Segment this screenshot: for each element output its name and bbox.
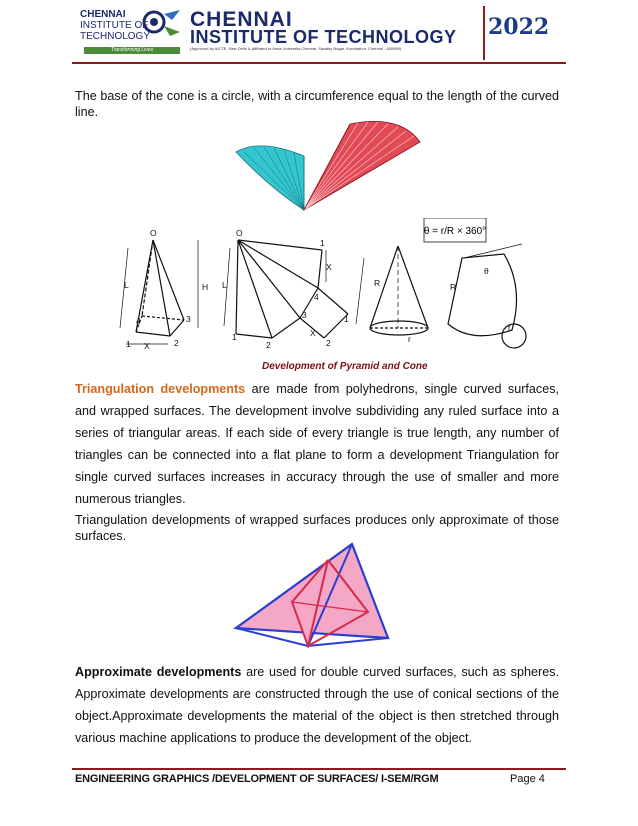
label-3-2: 3	[302, 310, 307, 320]
logo-tagline: Transforming Lives	[84, 47, 180, 54]
label-L-1: L	[124, 280, 129, 290]
label-r-1: r	[408, 334, 411, 344]
approximate-paragraph	[75, 661, 559, 749]
label-O-1: O	[150, 228, 157, 238]
figure-caption: Development of Pyramid and Cone	[262, 361, 428, 372]
logo-line-2: INSTITUTE OF	[80, 20, 149, 31]
triangulation-body: are made from polyhedrons, single curved surfaces, and wrapped surfaces. The development involve subdividing any ruled surface into a series of triangular areas. If each side of every triangle is true length, any number of triangles can be connected into a flat plane to form a development Triangulation for single curved surfaces increases in accuracy through the use of smaller and more numerous triangles.	[75, 382, 560, 506]
logo-line-1: CHENNAI	[80, 9, 126, 20]
pyramid-cone-development-figure	[112, 218, 542, 360]
approximate-body: are used for double curved surfaces, such as spheres. Approximate developments are constructed through the use of conical sections of the object.Approximate developments the material of the object is then stretched through various machine applications to produce the development of the object.	[75, 665, 559, 745]
label-2-4: 2	[326, 338, 331, 348]
label-r-2: r	[508, 322, 511, 332]
label-O-2: O	[236, 228, 243, 238]
label-R-1: R	[374, 278, 381, 288]
label-2-1: 2	[174, 338, 179, 348]
label-X-1: X	[144, 341, 150, 351]
wrapped-surfaces-paragraph: Triangulation developments of wrapped surfaces produces only approximate of those surfaces.	[75, 513, 559, 543]
footer-course-info: ENGINEERING GRAPHICS /DEVELOPMENT OF SURFACES/ I-SEM/RGM	[75, 773, 439, 785]
label-4-1: 4	[136, 316, 141, 326]
institution-approval: (Approved by AICTE, New Delhi & Affiliated to Anna University Chennai, Sarathy Nagar, Kundrathur, Chennai - 600069)	[190, 46, 402, 51]
label-1-4: 1	[344, 314, 349, 324]
label-1-1: 1	[126, 339, 131, 349]
institution-name-line-2: INSTITUTE OF TECHNOLOGY	[190, 27, 457, 47]
triangulation-paragraph	[75, 378, 559, 510]
page-number: Page 4	[510, 773, 545, 785]
label-4-2: 4	[314, 292, 319, 302]
triangulation-figure	[232, 542, 392, 648]
label-H: H	[202, 282, 209, 292]
formula-text: θ = r/R × 360°	[423, 226, 487, 237]
cone-development-figure	[230, 118, 426, 214]
year-label: 2022	[488, 14, 550, 40]
label-1-2: 1	[320, 238, 325, 248]
label-R-2: R	[450, 282, 457, 292]
label-1-3: 1	[232, 332, 237, 342]
logo-line-3: TECHNOLOGY	[80, 31, 151, 42]
triangulation-term: Triangulation developments	[75, 382, 246, 396]
label-X-3: X	[310, 328, 316, 338]
label-L-2: L	[222, 280, 227, 290]
footer-rule	[72, 768, 566, 770]
logo-emblem-icon	[136, 8, 182, 44]
label-3-1: 3	[186, 314, 191, 324]
header-divider	[483, 6, 485, 60]
label-2-3: 2	[266, 340, 271, 350]
label-theta: θ	[484, 266, 489, 276]
institution-name-line-1: CHENNAI	[190, 8, 293, 31]
institute-logo	[78, 8, 186, 54]
label-X-2: X	[326, 262, 332, 272]
approximate-term: Approximate developments	[75, 665, 242, 679]
header-rule	[72, 62, 566, 64]
intro-paragraph: The base of the cone is a circle, with a circumference equal to the length of the curved line.	[75, 89, 559, 119]
